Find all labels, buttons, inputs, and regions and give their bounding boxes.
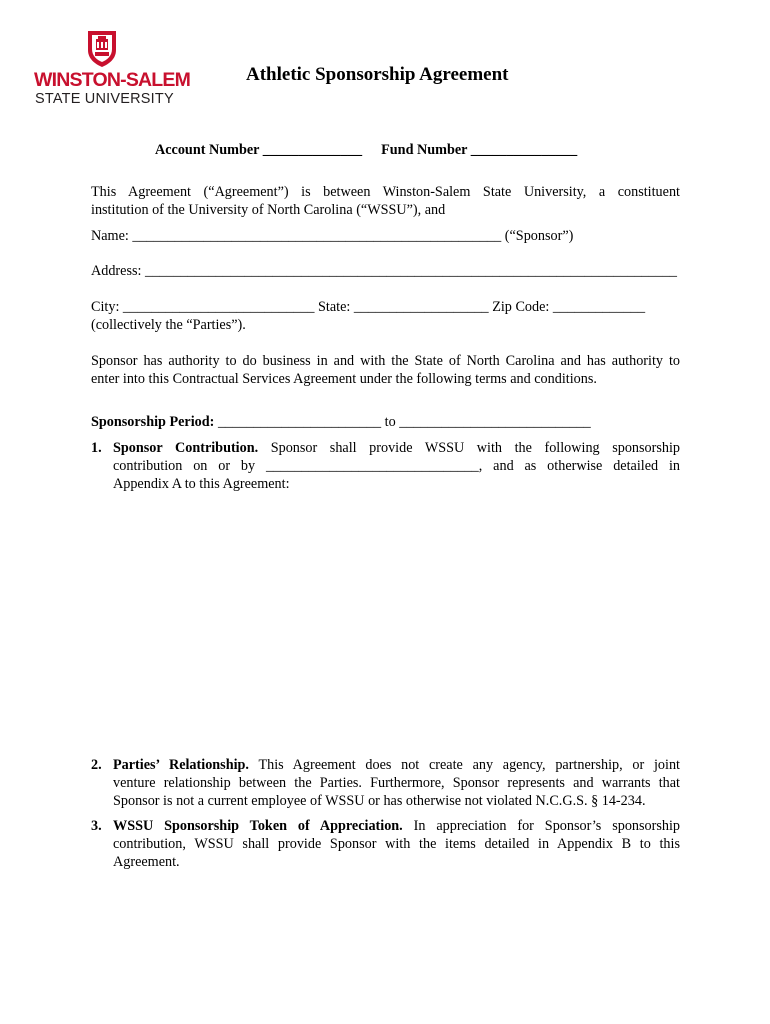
sponsor-name-field[interactable]: Name: ____________________________________________________ (“Sponsor”)	[91, 228, 574, 244]
account-number-label: Account Number	[155, 142, 260, 158]
section-1-line-1	[113, 439, 680, 457]
wssu-logo	[34, 28, 191, 108]
section-2-line-1	[113, 756, 680, 774]
section-2-line-3: Sponsor is not a current employee of WSSU or has otherwise not violated N.C.G.S. § 14-234.	[113, 793, 646, 809]
period-end-blank[interactable]: ___________________________	[399, 414, 591, 430]
section-1-heading: Sponsor Contribution.	[113, 440, 259, 456]
period-to-label: to	[384, 414, 396, 430]
section-2-number: 2.	[91, 757, 102, 773]
university-seal-icon	[84, 28, 120, 68]
section-1-line-2[interactable]: contribution on or by ______________________________, and as otherwise detailed in	[113, 458, 680, 474]
section-3-heading: WSSU Sponsorship Token of Appreciation.	[113, 818, 403, 834]
fund-number-label: Fund Number	[381, 142, 468, 158]
section-2-line-1-text: This Agreement does not create any agency, partnership, or joint	[258, 757, 680, 773]
section-3-line-3: Agreement.	[113, 854, 180, 870]
sponsorship-period-field[interactable]	[91, 413, 591, 431]
period-start-blank[interactable]: _______________________	[217, 414, 382, 430]
section-3-line-1	[113, 817, 680, 835]
logo-wordmark-line2: STATE UNIVERSITY	[35, 91, 174, 107]
section-3-line-1-text: In appreciation for Sponsor’s sponsorship	[413, 818, 680, 834]
authority-line-2: enter into this Contractual Services Agreement under the following terms and conditions.	[91, 371, 597, 387]
intro-line-1: This Agreement (“Agreement”) is between Winston-Salem State University, a constituent	[91, 184, 680, 200]
section-3-line-2: contribution, WSSU shall provide Sponsor with the items detailed in Appendix B to this	[113, 836, 680, 852]
logo-wordmark-line1: WINSTON-SALEM	[34, 69, 191, 91]
section-1-number: 1.	[91, 440, 102, 456]
account-number-field[interactable]	[155, 141, 577, 159]
authority-line-1: Sponsor has authority to do business in and with the State of North Carolina and has authority to	[91, 353, 680, 369]
section-2-line-2: venture relationship between the Parties. Furthermore, Sponsor represents and warrants that	[113, 775, 680, 791]
city-state-zip-field[interactable]: City: ___________________________ State: ___________________ Zip Code: _____________	[91, 299, 646, 315]
address-field[interactable]: Address: ___________________________________________________________________________	[91, 263, 678, 279]
section-1-line-1-text: Sponsor shall provide WSSU with the following sponsorship	[270, 440, 681, 456]
sponsorship-period-label: Sponsorship Period:	[91, 414, 215, 430]
section-3-number: 3.	[91, 818, 102, 834]
section-1-line-3: Appendix A to this Agreement:	[113, 476, 290, 492]
section-2-heading: Parties’ Relationship.	[113, 757, 249, 773]
intro-line-2: institution of the University of North Carolina (“WSSU”), and	[91, 202, 446, 218]
parties-definition: (collectively the “Parties”).	[91, 317, 246, 333]
document-title: Athletic Sponsorship Agreement	[246, 64, 509, 85]
fund-number-blank[interactable]: _______________	[470, 142, 578, 158]
account-number-blank[interactable]: ______________	[262, 142, 363, 158]
